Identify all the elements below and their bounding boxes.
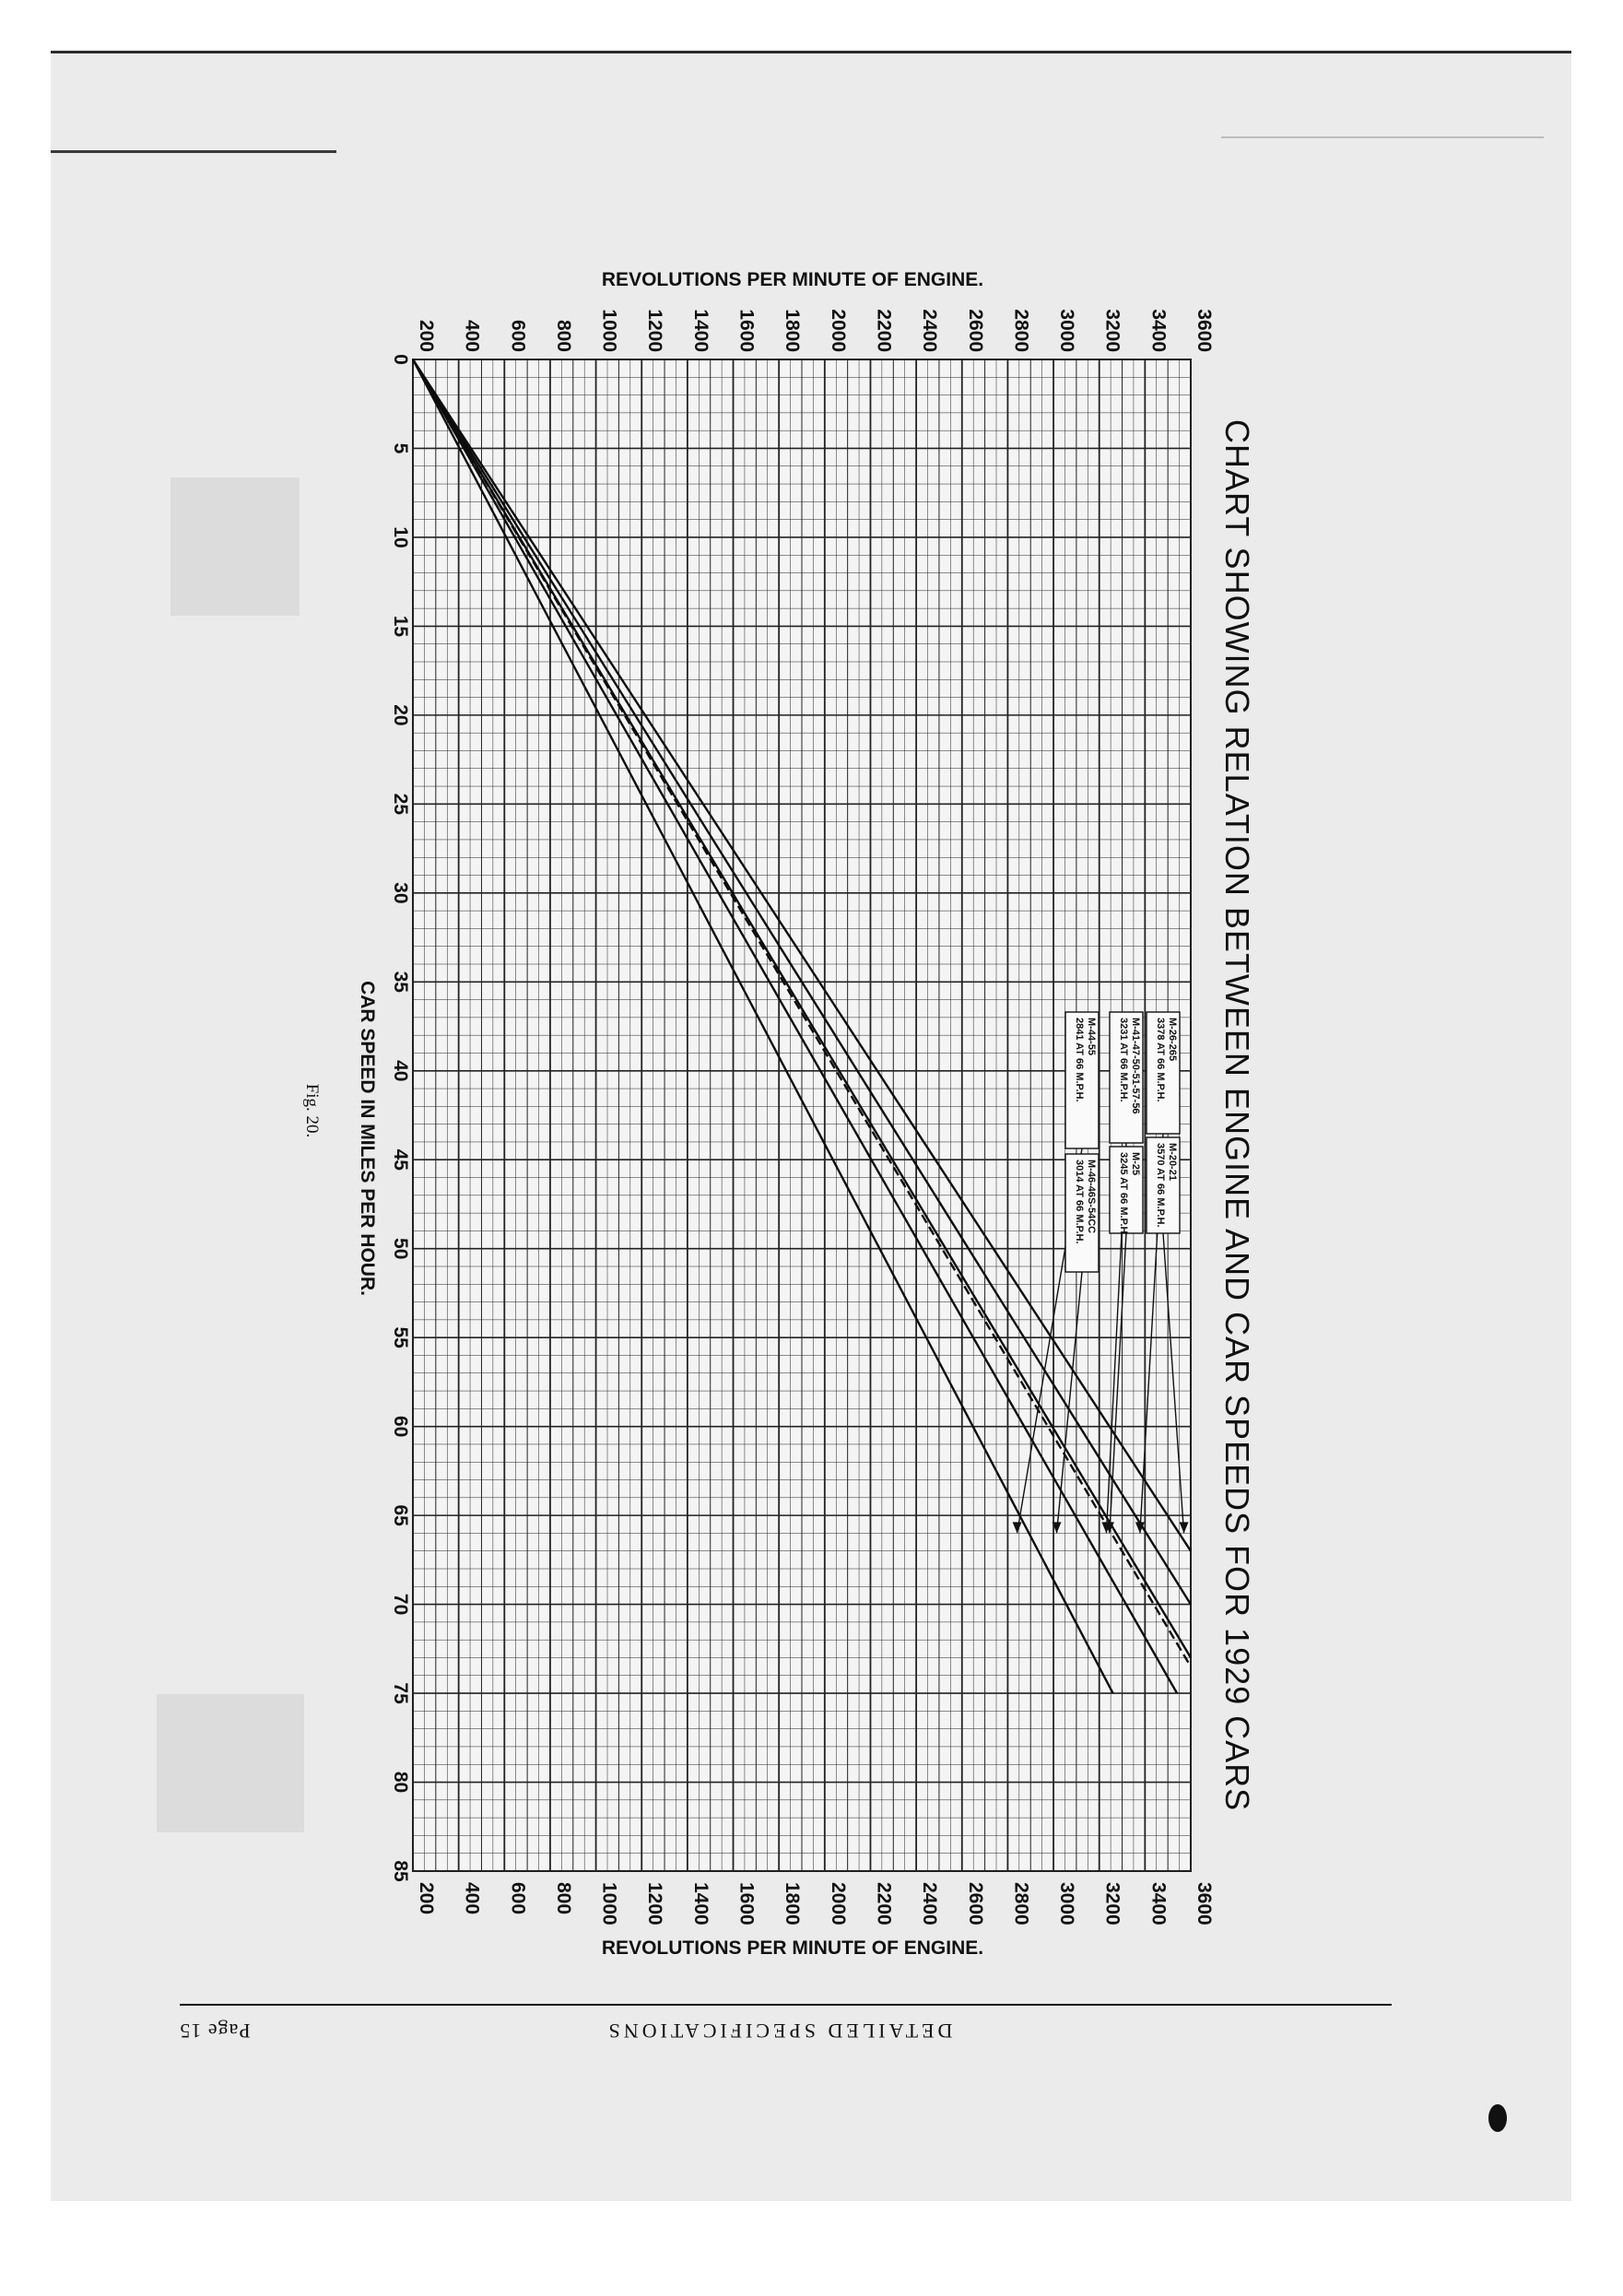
callout-label-model-6: M-46-46S-54CC	[1086, 1160, 1097, 1234]
y-tick-label-top: 3400	[1147, 309, 1170, 352]
callout-label-speed-6: 3014 AT 66 M.P.H.	[1074, 1160, 1085, 1244]
x-tick-label: 10	[390, 526, 411, 548]
y-tick-label-bottom: 200	[416, 1882, 437, 1915]
y-tick-label-top: 2800	[1010, 309, 1032, 352]
x-tick-label: 75	[390, 1682, 411, 1704]
figure-label: Fig. 20.	[302, 1083, 322, 1138]
y-tick-label-bottom: 800	[552, 1882, 574, 1915]
ink-blot	[1488, 2104, 1507, 2132]
x-tick-label: 45	[390, 1148, 411, 1171]
y-tick-label-bottom: 3200	[1101, 1882, 1123, 1925]
callout-label-speed-2: 3570 AT 66 M.P.H.	[1155, 1143, 1166, 1228]
y-tick-label-top: 1800	[782, 309, 804, 352]
y-tick-label-bottom: 1200	[644, 1882, 666, 1925]
y-tick-label-bottom: 400	[461, 1882, 483, 1915]
x-tick-label: 35	[390, 971, 411, 993]
y-tick-label-bottom: 2400	[919, 1882, 941, 1925]
footer-text: DETAILED SPECIFICATIONS	[605, 2019, 953, 2043]
y-tick-label-bottom: 1000	[598, 1882, 620, 1925]
page-number: Page 15	[179, 2019, 251, 2043]
y-tick-label-bottom: 2600	[964, 1882, 986, 1925]
y-axis-title-bottom: REVOLUTIONS PER MINUTE OF ENGINE.	[601, 1937, 984, 1959]
y-tick-label-top: 800	[552, 319, 574, 352]
y-tick-label-top: 1600	[735, 309, 758, 352]
x-tick-label: 70	[390, 1593, 411, 1616]
y-tick-label-top: 3200	[1101, 309, 1123, 352]
x-tick-label: 60	[390, 1415, 411, 1438]
callout-label-model-5: M-44-55	[1086, 1018, 1097, 1055]
y-tick-label-top: 400	[461, 319, 483, 352]
y-tick-label-top: 2400	[919, 309, 941, 352]
x-tick-label: 30	[390, 882, 411, 904]
callout-label-model-2: M-20-21	[1167, 1143, 1178, 1181]
x-tick-label: 80	[390, 1771, 411, 1794]
y-axis-title-top: REVOLUTIONS PER MINUTE OF ENGINE.	[601, 269, 984, 290]
y-tick-label-bottom: 2800	[1010, 1882, 1032, 1925]
x-tick-label: 40	[390, 1060, 411, 1082]
x-axis-title: CAR SPEED IN MILES PER HOUR.	[357, 981, 378, 1296]
x-tick-label: 25	[390, 793, 411, 816]
callout-label-model-4: M-25	[1130, 1152, 1141, 1176]
x-tick-label: 15	[390, 615, 411, 638]
x-tick-label: 50	[390, 1238, 411, 1260]
y-tick-label-bottom: 1600	[735, 1882, 758, 1925]
y-tick-label-top: 600	[507, 319, 529, 352]
y-tick-label-bottom: 2200	[873, 1882, 895, 1925]
y-tick-label-top: 1400	[689, 309, 712, 352]
y-tick-label-bottom: 1400	[689, 1882, 712, 1925]
y-tick-label-top: 1000	[598, 309, 620, 352]
y-tick-label-bottom: 1800	[782, 1882, 804, 1925]
x-tick-label: 0	[390, 354, 411, 365]
y-tick-label-top: 3000	[1056, 309, 1078, 352]
chart-title: CHART SHOWING RELATION BETWEEN ENGINE AND CAR SPEEDS FOR 1929 CARS	[1218, 418, 1256, 1812]
callout-label-model-3: M-41-47-50-51-57-56	[1130, 1018, 1141, 1114]
x-tick-label: 20	[390, 704, 411, 726]
y-tick-label-bottom: 2000	[827, 1882, 849, 1925]
y-tick-label-top: 2600	[964, 309, 986, 352]
callout-label-speed-5: 2841 AT 66 M.P.H.	[1074, 1018, 1085, 1102]
x-tick-label: 65	[390, 1504, 411, 1526]
y-tick-label-top: 1200	[644, 309, 666, 352]
callout-label-speed-1: 3378 AT 66 M.P.H.	[1155, 1018, 1166, 1102]
x-tick-label: 55	[390, 1326, 411, 1348]
y-tick-label-top: 2000	[827, 309, 849, 352]
y-tick-label-top: 2200	[873, 309, 895, 352]
callout-label-speed-3: 3231 AT 66 M.P.H.	[1118, 1018, 1129, 1102]
y-tick-label-bottom: 3400	[1147, 1882, 1170, 1925]
y-tick-label-bottom: 3000	[1056, 1882, 1078, 1925]
x-tick-label: 5	[390, 442, 411, 454]
x-tick-label: 85	[390, 1860, 411, 1882]
y-tick-label-bottom: 3600	[1194, 1882, 1215, 1925]
callout-label-speed-4: 3245 AT 66 M.P.H.	[1118, 1152, 1129, 1237]
y-tick-label-top: 200	[416, 319, 437, 352]
callout-label-model-1: M-26-265	[1167, 1018, 1178, 1062]
y-tick-label-top: 3600	[1194, 309, 1215, 352]
y-tick-label-bottom: 600	[507, 1882, 529, 1915]
